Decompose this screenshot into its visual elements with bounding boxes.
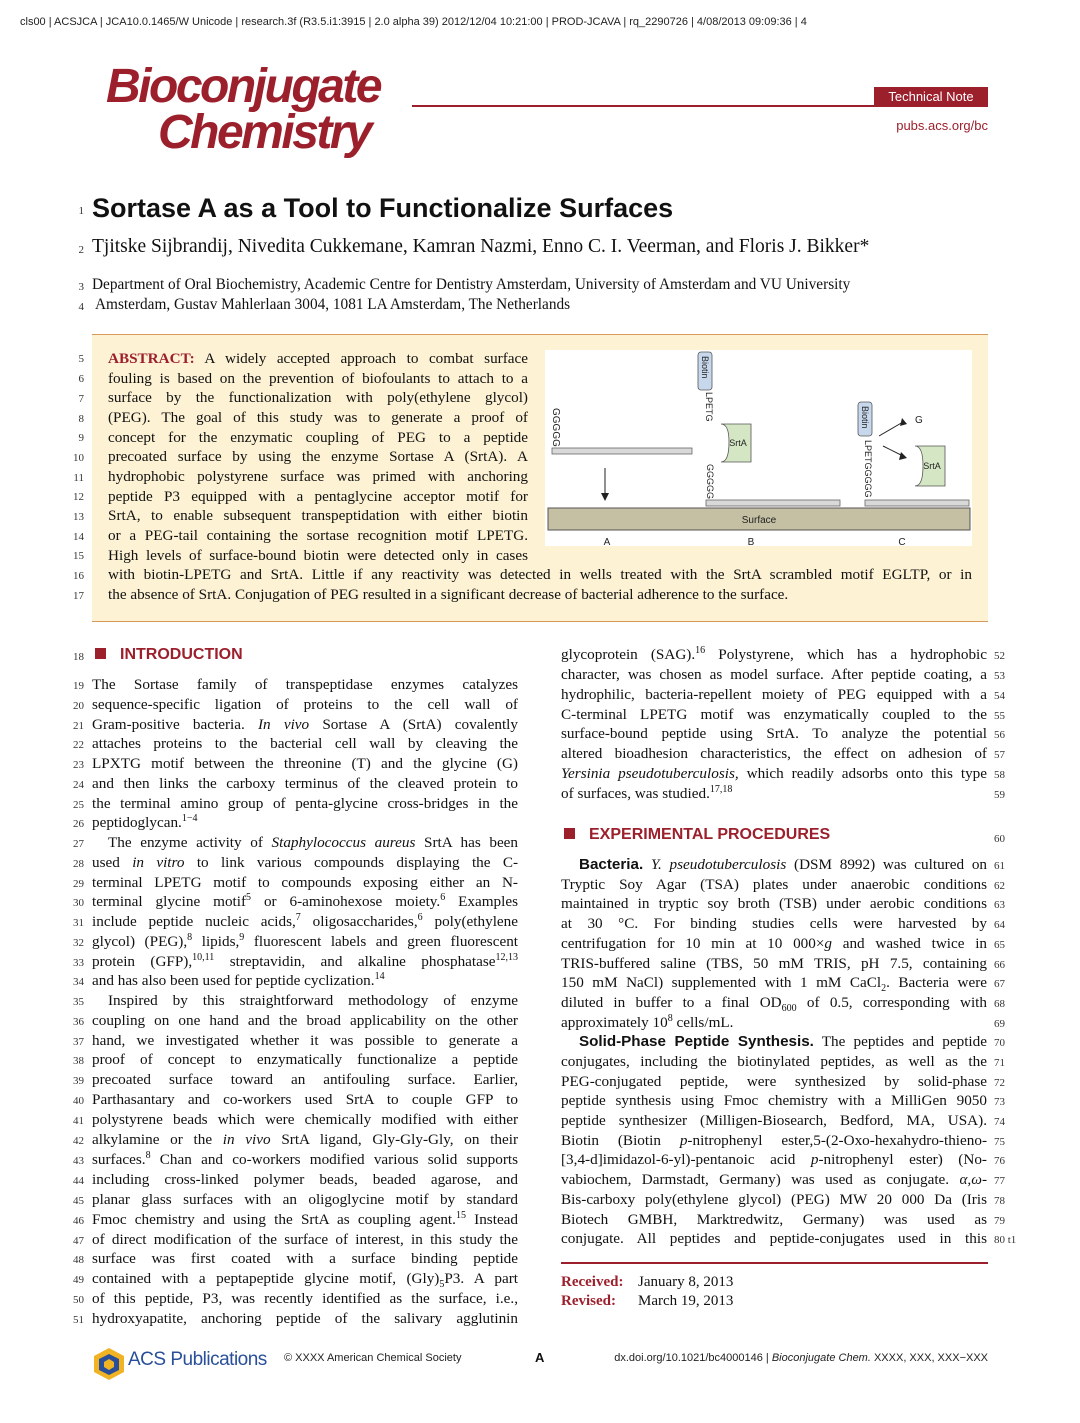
line-number: 15 xyxy=(73,550,84,562)
srta-label-b: SrtA xyxy=(729,438,747,448)
line-number: 69 xyxy=(994,1018,1005,1030)
body-line: surface-bound peptide using SrtA. To analyze the potential xyxy=(561,725,987,742)
line-number: 74 xyxy=(994,1116,1005,1128)
line-number: 76 xyxy=(994,1155,1005,1167)
line-number: 42 xyxy=(73,1135,84,1147)
line-number: 26 xyxy=(73,818,84,830)
body-line: terminal LPETG motif to compounds exposing either an N- xyxy=(92,874,518,891)
line-number: 80 t1 xyxy=(994,1234,1017,1246)
body-line: precoated surface toward an antifouling surface. Earlier, xyxy=(92,1071,518,1088)
line-number: 32 xyxy=(73,937,84,949)
line-number: 58 xyxy=(994,769,1005,781)
line-number: 50 xyxy=(73,1294,84,1306)
line-number: 60 xyxy=(994,833,1005,845)
panel-label-c: C xyxy=(898,537,906,546)
line-number: 73 xyxy=(994,1096,1005,1108)
affiliation-line: Department of Oral Biochemistry, Academic Centre for Dentistry Amsterdam, University of Amsterdam and VU University xyxy=(92,276,851,293)
acs-publications-logo[interactable] xyxy=(92,1347,272,1381)
line-number: 57 xyxy=(994,749,1005,761)
abstract-line: ABSTRACT: A widely accepted approach to combat surface xyxy=(108,350,528,367)
body-line: and has also been used for peptide cyclization.$^{14}$ xyxy=(92,970,385,989)
line-number: 5 xyxy=(78,353,84,365)
line-number: 38 xyxy=(73,1055,84,1067)
body-line: polystyrene beads which were chemically modified with either xyxy=(92,1111,518,1128)
line-number: 41 xyxy=(73,1115,84,1127)
body-line: LPXTG motif between the threonine (T) and the glycine (G) xyxy=(92,755,518,772)
body-line: 150 mM NaCl) supplemented with 1 mM CaCl$_2$. Bacteria were xyxy=(561,974,987,995)
body-line: maintained in tryptic soy broth (TSB) under aerobic conditions xyxy=(561,895,987,912)
toc-diagram xyxy=(545,350,972,546)
abstract-line: the absence of SrtA. Conjugation of PEG resulted in a significant decrease of bacterial adherence to the surface. xyxy=(108,586,789,603)
body-line: conjugate. All peptides and peptide-conjugates used in this xyxy=(561,1230,987,1247)
body-line: sequence-specific ligation of proteins to the cell wall of xyxy=(92,696,518,713)
body-line: [3,4-d]imidazol-6-yl)-pentanoic acid p-nitrophenyl ester) (No- xyxy=(561,1151,987,1168)
doi-citation[interactable]: dx.doi.org/10.1021/bc4000146 | Bioconjugate Chem. XXXX, XXX, XXX−XXX xyxy=(614,1352,988,1364)
body-line: Parthasantary and co-workers used SrtA to couple GFP to xyxy=(92,1091,518,1108)
line-number: 67 xyxy=(994,978,1005,990)
line-number: 28 xyxy=(73,858,84,870)
line-number: 27 xyxy=(73,838,84,850)
arrow-c2-head xyxy=(899,452,907,460)
biotin-label-b: Biotin xyxy=(700,356,710,379)
line-number: 54 xyxy=(994,690,1005,702)
body-line: including cross-linked polymer beads, beaded agarose, and xyxy=(92,1171,518,1188)
body-line: C-terminal LPETG motif was enzymatically coupled to the xyxy=(561,706,987,723)
article-type-badge: Technical Note xyxy=(874,87,988,107)
line-number: 18 xyxy=(73,651,84,663)
production-meta-line: cls00 | ACSJCA | JCA10.0.1465/W Unicode | research.3f (R3.5.i1:3915 | 2.0 alpha 39) 2012/12/04 10:21:00 | PROD-JCAVA | rq_2290726 | 4/08/2013 09:09:36 | 4 xyxy=(20,16,807,28)
abstract-line: with biotin-LPETG and SrtA. Little if any reactivity was detected in wells treated with the SrtA scrambled motif EGLTP, or in xyxy=(108,566,972,583)
line-number: 48 xyxy=(73,1254,84,1266)
body-line: vabiochem, Darmstadt, Germany) was used as conjugate. α,ω- xyxy=(561,1171,988,1188)
line-number: 55 xyxy=(994,710,1005,722)
gly-motif-a: GGGGG xyxy=(550,408,561,447)
line-number: 77 xyxy=(994,1175,1005,1187)
abstract-line: High levels of surface-bound biotin were detected only in cases xyxy=(108,547,528,564)
body-line: the terminal amino group of penta-glycine cross-bridges in the xyxy=(92,795,518,812)
abstract-line: fouling is based on the prevention of biofoulants to attach to a xyxy=(108,370,528,387)
paper-title: Sortase A as a Tool to Functionalize Surfaces xyxy=(92,193,674,223)
body-line: glycol) (PEG),$^8$ lipids,$^9$ fluorescent labels and green fluorescent xyxy=(92,931,519,950)
line-number: 53 xyxy=(994,670,1005,682)
line-number: 16 xyxy=(73,570,84,582)
abstract-line: precoated surface by using the enzyme Sortase A (SrtA). A xyxy=(108,448,528,465)
line-number: 30 xyxy=(73,897,84,909)
body-line: at 30 °C. For binding studies cells were harvested by xyxy=(561,915,987,932)
line-number: 37 xyxy=(73,1036,84,1048)
journal-url-link[interactable]: pubs.acs.org/bc xyxy=(896,118,988,133)
abstract-line: (PEG). The goal of this study was to generate a proof of xyxy=(108,409,528,426)
body-line: and then links the carboxy terminus of the cleaved protein to xyxy=(92,775,518,792)
body-line: Solid-Phase Peptide Synthesis. The peptides and peptide xyxy=(579,1033,987,1050)
revised-date: March 19, 2013 xyxy=(638,1293,734,1309)
line-number: 36 xyxy=(73,1016,84,1028)
arrow-a-head xyxy=(601,493,609,501)
body-line: The enzyme activity of Staphylococcus aureus SrtA has been xyxy=(108,834,519,851)
body-line: surface was first coated with a surface binding peptide xyxy=(92,1250,518,1267)
body-line: of direct modification of the surface of interest, in this study the xyxy=(92,1231,518,1248)
body-line: Biotin (Biotin p-nitrophenyl ester,5-(2-Oxo-hexahydro-thieno- xyxy=(561,1132,988,1149)
lpetggggg-label-c: LPETGGGGG xyxy=(863,440,873,498)
line-number: 9 xyxy=(78,432,84,444)
abstract-line: or a PEG-tail containing the sortase recognition motif LPETG. xyxy=(108,527,528,544)
body-line: surfaces.$^8$ Chan and co-workers modified various solid supports xyxy=(92,1149,519,1168)
line-number: 7 xyxy=(78,393,84,405)
revised-label: Revised: xyxy=(561,1293,616,1309)
body-line: of this peptide, P3, was recently identified as the surface, i.e., xyxy=(92,1290,518,1307)
acs-hexagon-icon xyxy=(92,1347,126,1381)
body-line: TRIS-buffered saline (TBS, 50 mM TRIS, pH 7.5, containing xyxy=(561,955,987,972)
body-line: Yersinia pseudotuberculosis, which readily adsorbs onto this type xyxy=(561,765,988,782)
panel-label-b: B xyxy=(747,537,755,546)
body-line: Fmoc chemistry and using the SrtA as coupling agent.$^{15}$ Instead xyxy=(92,1209,519,1228)
line-number: 1 xyxy=(78,205,84,217)
body-line: include peptide nucleic acids,$^7$ oligosaccharides,$^6$ poly(ethylene xyxy=(92,911,518,930)
body-line: Tryptic Soy Agar (TSA) plates under anaerobic conditions xyxy=(561,876,987,893)
line-number: 52 xyxy=(994,650,1005,662)
received-date: January 8, 2013 xyxy=(638,1274,734,1290)
gly-motif-b: GGGGG xyxy=(705,464,715,500)
lpetg-label-b: LPETG xyxy=(704,392,714,422)
line-number: 31 xyxy=(73,917,84,929)
body-line: Bis-carboxy poly(ethylene glycol) (PEG) MW 20 000 Da (Iris xyxy=(561,1191,987,1208)
line-number: 61 xyxy=(994,860,1005,872)
abstract-line: hydrophobic polystyrene surface was primed with anchoring xyxy=(108,468,528,485)
copyright-notice: © XXXX American Chemical Society xyxy=(284,1352,462,1364)
abstract-line: concept for the enzymatic coupling of PEG to a peptide xyxy=(108,429,528,446)
line-number: 12 xyxy=(73,491,84,503)
line-number: 64 xyxy=(994,919,1005,931)
line-number: 22 xyxy=(73,739,84,751)
body-line: coupling on one hand and the broad applicability on the other xyxy=(92,1012,518,1029)
body-line: contained with a peptapeptide glycine motif, $(Gly)_5P3$. A part xyxy=(92,1270,518,1291)
abstract-line: peptide P3 equipped with a pentaglycine acceptor motif for xyxy=(108,488,528,505)
line-number: 75 xyxy=(994,1136,1005,1148)
body-line: hydroxyapatite, anchoring peptide of the salivary agglutinin xyxy=(92,1310,518,1327)
line-number: 23 xyxy=(73,759,84,771)
line-number: 43 xyxy=(73,1155,84,1167)
line-number: 68 xyxy=(994,998,1005,1010)
line-number: 66 xyxy=(994,959,1005,971)
affiliation-line: Amsterdam, Gustav Mahlerlaan 3004, 1081 LA Amsterdam, The Netherlands xyxy=(95,296,571,313)
body-line: peptidoglycan.$^{1-4}$ xyxy=(92,812,198,831)
abstract-line: SrtA, to enable subsequent transpeptidation with either biotin xyxy=(108,507,528,524)
body-line: attaches proteins to the bacterial cell wall by cleaving the xyxy=(92,735,518,752)
abstract-label: ABSTRACT: xyxy=(108,350,195,367)
line-number: 25 xyxy=(73,799,84,811)
line-number: 29 xyxy=(73,878,84,890)
journal-logo[interactable] xyxy=(106,60,406,174)
line-number: 10 xyxy=(73,452,84,464)
peptide-bar-c xyxy=(865,500,969,506)
body-line: hand, we investigated whether it was possible to generate a xyxy=(92,1032,518,1049)
line-number: 70 xyxy=(994,1037,1005,1049)
line-number: 49 xyxy=(73,1274,84,1286)
peptide-bar-b xyxy=(706,500,840,506)
journal-logo-line1: Bioconjugate xyxy=(106,60,381,113)
body-line: Biotech GMBH, Marktredwitz, Germany) was used as xyxy=(561,1211,987,1228)
body-line: character, was chosen as model surface. After peptide coating, a xyxy=(561,666,987,683)
line-number: 17 xyxy=(73,590,84,602)
line-number: 34 xyxy=(73,976,84,988)
surface-label: Surface xyxy=(741,515,777,526)
arrow-c1-head xyxy=(900,418,907,426)
body-line: used in vitro to link various compounds displaying the C- xyxy=(92,854,519,871)
line-number: 44 xyxy=(73,1175,84,1187)
line-number: 13 xyxy=(73,511,84,523)
body-line: of surfaces, was studied.$^{17,18}$ xyxy=(561,783,733,802)
line-number: 24 xyxy=(73,779,84,791)
toc-graphic xyxy=(545,350,972,546)
body-line: hydrophilic, bacteria-repellent moiety of PEG equipped with a xyxy=(561,686,987,703)
body-line: peptide synthesizer (Milligen-Biosearch, Bedford, MA, USA). xyxy=(561,1112,987,1129)
line-number: 2 xyxy=(78,244,84,256)
history-rule xyxy=(561,1262,988,1264)
arrow-c1 xyxy=(879,422,903,436)
line-number: 72 xyxy=(994,1077,1005,1089)
glycine-label-c: G xyxy=(915,415,923,426)
page-number: A xyxy=(535,1350,545,1365)
arrow-c2 xyxy=(883,446,903,456)
line-number: 19 xyxy=(73,680,84,692)
line-number: 3 xyxy=(78,281,84,293)
line-number: 51 xyxy=(73,1314,84,1326)
author-list: Tjitske Sijbrandij, Nivedita Cukkemane, Kamran Nazmi, Enno C. I. Veerman, and Floris J. Bikker* xyxy=(92,236,870,257)
body-line: conjugates, including the biotinylated peptides, as well as the xyxy=(561,1053,987,1070)
body-line: Bacteria. Y. pseudotuberculosis (DSM 8992) was cultured on xyxy=(579,856,988,873)
line-number: 56 xyxy=(994,729,1005,741)
biotin-label-c: Biotin xyxy=(860,406,870,429)
line-number: 78 xyxy=(994,1195,1005,1207)
abstract-line: surface by the functionalization with poly(ethylene glycol) xyxy=(108,389,528,406)
section-square-icon xyxy=(95,648,106,659)
panel-label-a: A xyxy=(603,537,611,546)
line-number: 35 xyxy=(73,996,84,1008)
srta-label-c: SrtA xyxy=(923,461,941,471)
line-number: 6 xyxy=(78,373,84,385)
line-number: 8 xyxy=(78,413,84,425)
line-number: 63 xyxy=(994,899,1005,911)
body-line: diluted in buffer to a final $OD_{600}$ of 0.5, corresponding with xyxy=(561,994,987,1015)
acs-publications-text: ACS Publications xyxy=(128,1349,267,1370)
line-number: 71 xyxy=(994,1057,1005,1069)
line-number: 46 xyxy=(73,1215,84,1227)
received-label: Received: xyxy=(561,1274,624,1290)
body-line: Gram-positive bacteria. In vivo Sortase A (SrtA) covalently xyxy=(92,716,518,733)
line-number: 79 xyxy=(994,1215,1005,1227)
line-number: 59 xyxy=(994,789,1005,801)
line-number: 47 xyxy=(73,1235,84,1247)
line-number: 4 xyxy=(78,301,84,313)
body-line: altered bioadhesion characteristics, the effect on adhesion of xyxy=(561,745,987,762)
body-line: The Sortase family of transpeptidase enzymes catalyzes xyxy=(92,676,518,693)
body-line: terminal glycine motif$^5$ or 6-aminohexose moiety.$^6$ Examples xyxy=(92,891,519,910)
body-line: PEG-conjugated peptide, were synthesized by solid-phase xyxy=(561,1073,987,1090)
body-line: planar glass surfaces with an oligoglycine motif by standard xyxy=(92,1191,518,1208)
section-heading-experimental: EXPERIMENTAL PROCEDURES xyxy=(564,826,830,844)
journal-logo-line2: Chemistry xyxy=(158,106,371,159)
body-line: proof of concept to enzymatically functionalize a peptide xyxy=(92,1051,518,1068)
section-heading-introduction: INTRODUCTION xyxy=(95,646,243,664)
body-line: centrifugation for 10 min at 10 000×g and washed twice in xyxy=(561,935,988,952)
line-number: 20 xyxy=(73,700,84,712)
body-line: approximately $10^8$ cells/mL. xyxy=(561,1012,734,1031)
line-number: 62 xyxy=(994,880,1005,892)
line-number: 21 xyxy=(73,720,84,732)
line-number: 65 xyxy=(994,939,1005,951)
body-line: alkylamine or the in vivo SrtA ligand, Gly-Gly-Gly, on their xyxy=(92,1131,519,1148)
line-number: 11 xyxy=(73,472,84,484)
peptide-bar-a xyxy=(552,448,692,454)
body-line: Inspired by this straightforward methodology of enzyme xyxy=(108,992,518,1009)
line-number: 39 xyxy=(73,1075,84,1087)
line-number: 40 xyxy=(73,1095,84,1107)
line-number: 33 xyxy=(73,957,84,969)
body-line: glycoprotein (SAG).$^{16}$ Polystyrene, which has a hydrophobic xyxy=(561,644,987,663)
body-line: protein (GFP),$^{10,11}$ streptavidin, and alkaline phosphatase$^{12,13}$ xyxy=(92,951,519,970)
line-number: 45 xyxy=(73,1195,84,1207)
section-square-icon xyxy=(564,828,575,839)
body-line: peptide synthesis using Fmoc chemistry with a MilliGen 9050 xyxy=(561,1092,987,1109)
line-number: 14 xyxy=(73,531,84,543)
